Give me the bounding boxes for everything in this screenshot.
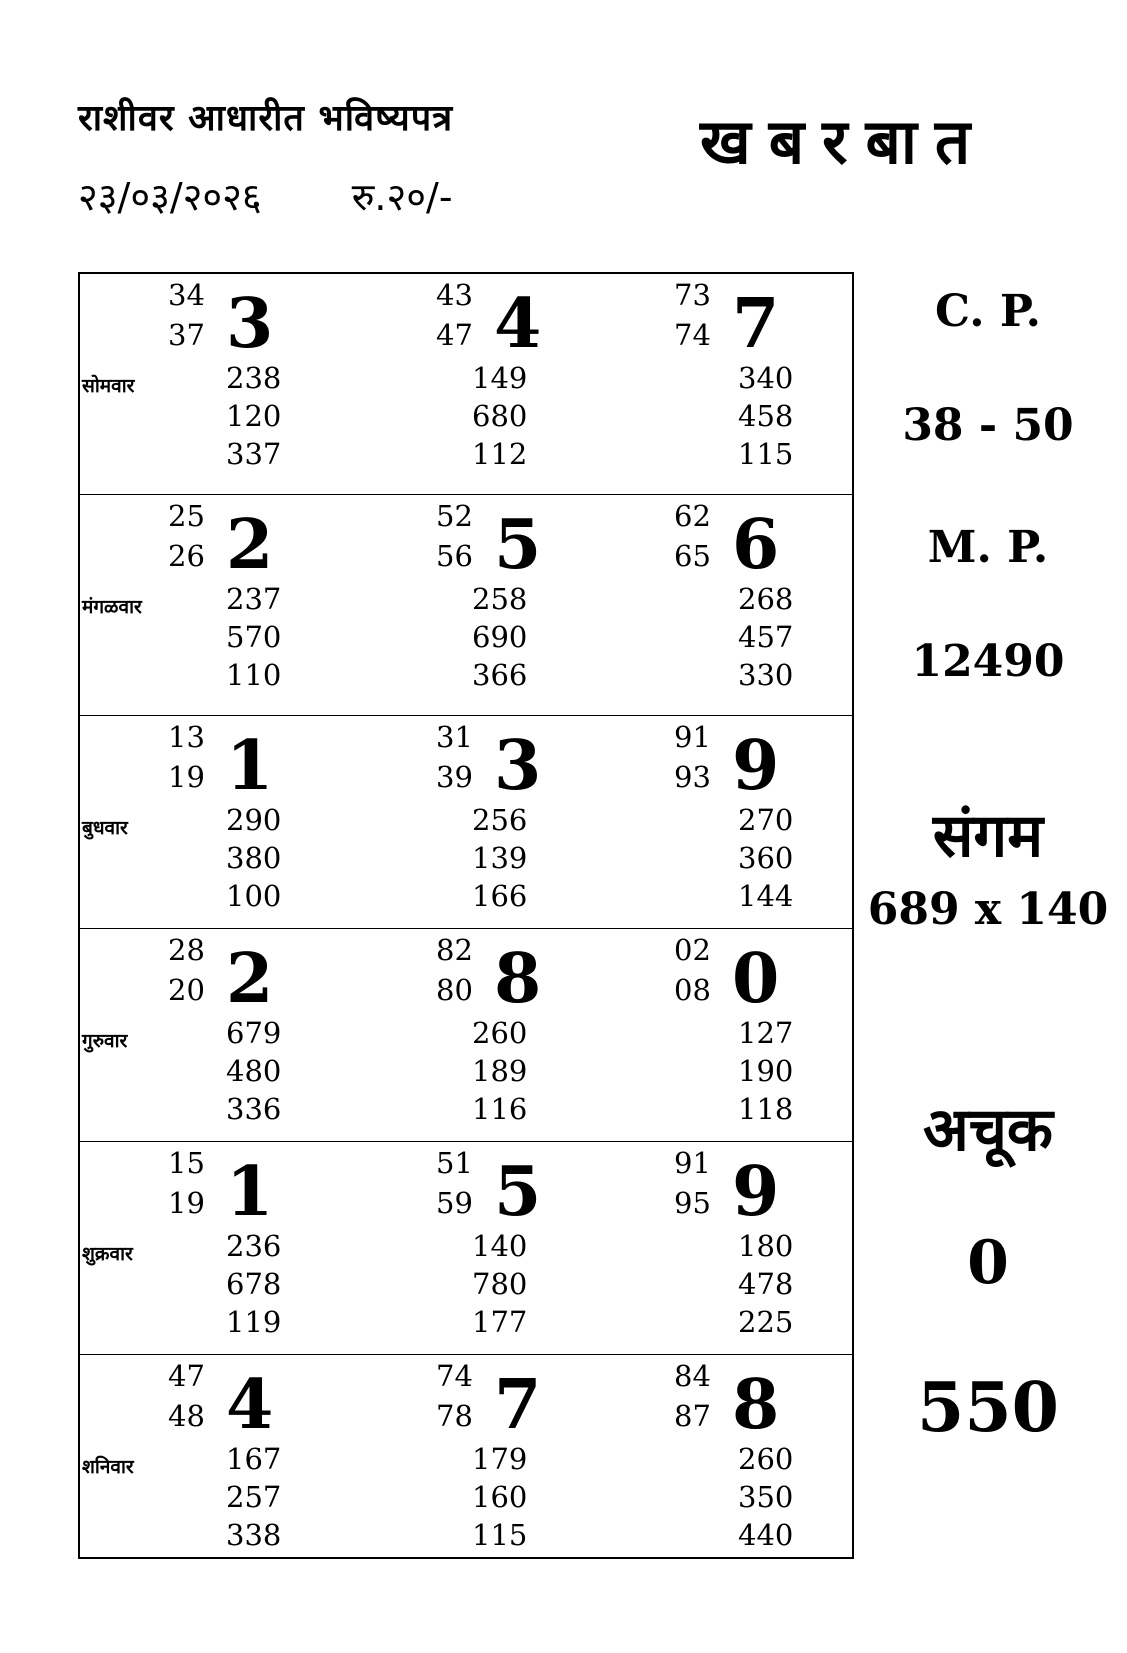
open-digit: 9 (732, 726, 780, 806)
jodi-number: 51 (436, 1146, 473, 1180)
sangam-value: 689 x 140 (867, 884, 1109, 935)
panna-number: 380 (226, 841, 282, 875)
panna-number: 340 (738, 361, 794, 395)
header-subline (78, 170, 453, 222)
panna-number: 337 (226, 437, 282, 471)
jodi-number: 59 (436, 1186, 473, 1220)
panna-number: 570 (226, 620, 282, 654)
panna-number: 149 (472, 361, 528, 395)
jodi-number: 56 (436, 539, 473, 573)
number-cell (168, 929, 308, 1142)
number-cell (436, 929, 576, 1142)
jodi-number: 82 (436, 933, 473, 967)
day-row (80, 928, 852, 1142)
mp-value: 12490 (911, 636, 1065, 687)
number-cell (168, 495, 308, 716)
jodi-number: 74 (436, 1359, 473, 1393)
panna-number: 190 (738, 1054, 794, 1088)
day-row (80, 494, 852, 716)
panna-number: 478 (738, 1267, 794, 1301)
panna-number: 256 (472, 803, 528, 837)
open-digit: 7 (494, 1365, 542, 1445)
jodi-number: 34 (168, 278, 205, 312)
panna-number: 120 (226, 399, 282, 433)
issue-date: २३/०३/२०२६ (78, 175, 262, 219)
panna-number: 290 (226, 803, 282, 837)
panna-number: 237 (226, 582, 282, 616)
jodi-number: 19 (168, 1186, 205, 1220)
open-digit: 8 (494, 939, 542, 1019)
open-digit: 3 (226, 284, 274, 364)
jodi-number: 31 (436, 720, 473, 754)
panna-number: 236 (226, 1229, 282, 1263)
number-cell (436, 274, 576, 494)
number-cell (436, 1142, 576, 1355)
jodi-number: 78 (436, 1399, 473, 1433)
panna-number: 480 (226, 1054, 282, 1088)
number-cell (436, 495, 576, 716)
jodi-number: 93 (674, 760, 711, 794)
open-digit: 0 (732, 939, 780, 1019)
open-digit: 1 (226, 1152, 274, 1232)
open-digit: 4 (494, 284, 542, 364)
day-name: मंगळवार (82, 596, 142, 618)
cp-label: C. P. (934, 286, 1041, 337)
number-cell (674, 1142, 814, 1355)
panna-number: 268 (738, 582, 794, 616)
day-row (80, 715, 852, 929)
day-name: शुक्रवार (82, 1243, 133, 1265)
chart-table (78, 272, 854, 1559)
open-digit: 5 (494, 1152, 542, 1232)
day-name: बुधवार (82, 817, 128, 839)
panna-number: 115 (472, 1518, 528, 1552)
panna-number: 166 (472, 879, 528, 913)
panna-number: 257 (226, 1480, 282, 1514)
panna-number: 360 (738, 841, 794, 875)
panna-number: 678 (226, 1267, 282, 1301)
jodi-number: 43 (436, 278, 473, 312)
jodi-number: 39 (436, 760, 473, 794)
panna-number: 118 (738, 1092, 794, 1126)
panna-number: 189 (472, 1054, 528, 1088)
jodi-number: 87 (674, 1399, 711, 1433)
panna-number: 140 (472, 1229, 528, 1263)
panna-number: 350 (738, 1480, 794, 1514)
panna-number: 440 (738, 1518, 794, 1552)
panna-number: 260 (472, 1016, 528, 1050)
jodi-number: 47 (436, 318, 473, 352)
panna-number: 167 (226, 1442, 282, 1476)
jodi-number: 13 (168, 720, 205, 754)
jodi-number: 65 (674, 539, 711, 573)
panna-number: 330 (738, 658, 794, 692)
jodi-number: 80 (436, 973, 473, 1007)
panna-number: 116 (472, 1092, 528, 1126)
day-name: सोमवार (82, 375, 135, 397)
day-row (80, 1354, 852, 1562)
panna-number: 180 (738, 1229, 794, 1263)
sangam-label: संगम (932, 801, 1044, 871)
panna-number: 338 (226, 1518, 282, 1552)
jodi-number: 28 (168, 933, 205, 967)
panna-number: 690 (472, 620, 528, 654)
issue-price: रु.२०/- (351, 175, 453, 219)
number-cell (168, 1355, 308, 1562)
jodi-number: 48 (168, 1399, 205, 1433)
jodi-number: 91 (674, 720, 711, 754)
panna-number: 258 (472, 582, 528, 616)
panna-number: 457 (738, 620, 794, 654)
jodi-number: 73 (674, 278, 711, 312)
jodi-number: 25 (168, 499, 205, 533)
panna-number: 119 (226, 1305, 282, 1339)
jodi-number: 74 (674, 318, 711, 352)
number-cell (674, 495, 814, 716)
jodi-number: 37 (168, 318, 205, 352)
day-name: शनिवार (82, 1456, 134, 1478)
panna-number: 144 (738, 879, 794, 913)
number-cell (674, 929, 814, 1142)
jodi-number: 62 (674, 499, 711, 533)
panna-number: 366 (472, 658, 528, 692)
jodi-number: 91 (674, 1146, 711, 1180)
day-name: गुरुवार (82, 1030, 128, 1052)
panna-number: 680 (472, 399, 528, 433)
cp-value: 38 - 50 (902, 400, 1074, 451)
achuk-digit: 0 (967, 1228, 1009, 1298)
open-digit: 5 (494, 505, 542, 585)
jodi-number: 19 (168, 760, 205, 794)
jodi-number: 15 (168, 1146, 205, 1180)
number-cell (674, 1355, 814, 1562)
panna-number: 780 (472, 1267, 528, 1301)
panna-number: 679 (226, 1016, 282, 1050)
brand-logo: खबरबात (700, 105, 989, 178)
jodi-number: 52 (436, 499, 473, 533)
panna-number: 238 (226, 361, 282, 395)
open-digit: 6 (732, 505, 780, 585)
panna-number: 127 (738, 1016, 794, 1050)
open-digit: 2 (226, 505, 274, 585)
jodi-number: 95 (674, 1186, 711, 1220)
number-cell (168, 274, 308, 494)
panna-number: 112 (472, 437, 528, 471)
jodi-number: 02 (674, 933, 711, 967)
day-row (80, 1141, 852, 1355)
achuk-label: अचूक (922, 1095, 1054, 1165)
open-digit: 4 (226, 1365, 274, 1445)
number-cell (436, 716, 576, 929)
jodi-number: 08 (674, 973, 711, 1007)
panna-number: 260 (738, 1442, 794, 1476)
number-cell (436, 1355, 576, 1562)
number-cell (168, 1142, 308, 1355)
panna-number: 160 (472, 1480, 528, 1514)
number-cell (674, 274, 814, 494)
panna-number: 225 (738, 1305, 794, 1339)
panna-number: 336 (226, 1092, 282, 1126)
open-digit: 9 (732, 1152, 780, 1232)
open-digit: 7 (732, 284, 780, 364)
panna-number: 110 (226, 658, 282, 692)
open-digit: 8 (732, 1365, 780, 1445)
panna-number: 458 (738, 399, 794, 433)
panna-number: 270 (738, 803, 794, 837)
jodi-number: 26 (168, 539, 205, 573)
open-digit: 2 (226, 939, 274, 1019)
day-row (80, 274, 852, 494)
jodi-number: 84 (674, 1359, 711, 1393)
mp-label: M. P. (927, 522, 1049, 573)
panna-number: 139 (472, 841, 528, 875)
jodi-number: 20 (168, 973, 205, 1007)
panna-number: 115 (738, 437, 794, 471)
panna-number: 100 (226, 879, 282, 913)
jodi-number: 47 (168, 1359, 205, 1393)
panna-number: 179 (472, 1442, 528, 1476)
panna-number: 177 (472, 1305, 528, 1339)
achuk-panna: 550 (917, 1368, 1059, 1448)
open-digit: 3 (494, 726, 542, 806)
number-cell (168, 716, 308, 929)
open-digit: 1 (226, 726, 274, 806)
header-title: राशीवर आधारीत भविष्यपत्र (78, 98, 454, 139)
number-cell (674, 716, 814, 929)
